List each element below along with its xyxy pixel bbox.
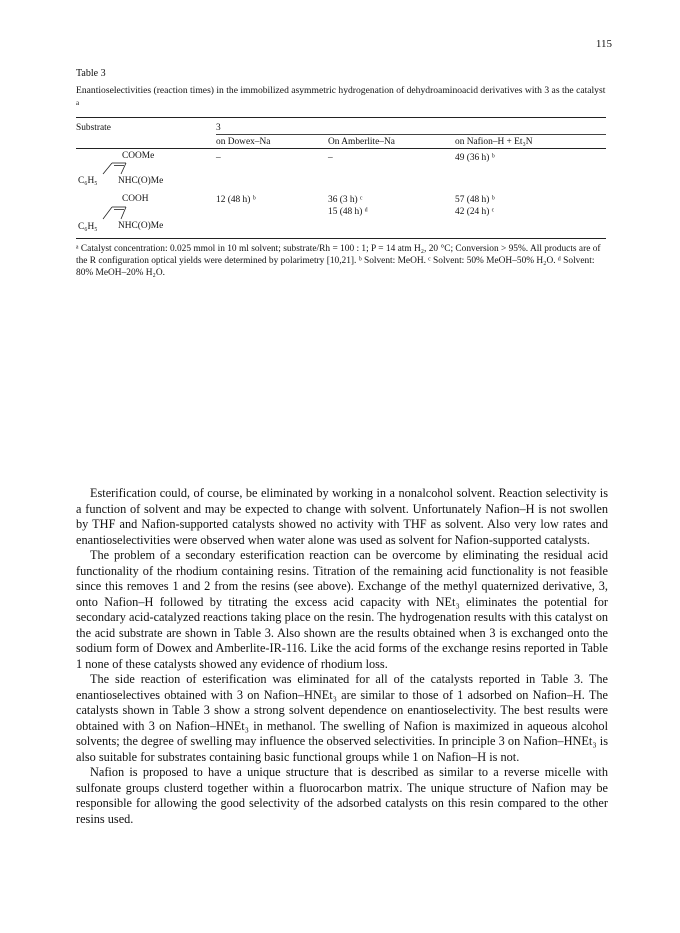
cell-value: 57 (48 h) ᵇ <box>455 195 495 206</box>
cell-value: 49 (36 h) ᵇ <box>455 153 495 164</box>
substrate-structure <box>76 149 216 191</box>
header-dowex: on Dowex–Na <box>216 136 271 147</box>
cell-amberlite <box>328 149 455 191</box>
body-text <box>76 486 608 827</box>
substrate-phenyl: C₆H₅ <box>78 176 98 187</box>
paragraph: The side reaction of esterification was eliminated for all of the catalysts reported in Table 3. The enantioselectives obtained with 3 on Nafion–HNEt₃ are similar to those of 1 adsorbed on Nafion–H. The catalysts shown in Table 3 show a strong solvent dependence on enantioselectivity. The best results were obtained with 3 on Nafion–HNEt₃ in methanol. The swelling of Nafion is maximized in aqueous alcohol solvents; the degree of swelling may influence the observed selectivities. In principle 3 on Nafion–HNEt₃ is also suitable for substrates containing basic functional groups while 1 on Nafion–H is not. <box>76 672 608 764</box>
table-bottom-rule <box>76 238 606 239</box>
substrate-structure <box>76 191 216 238</box>
table-header-row-2 <box>76 135 606 148</box>
substrate-phenyl: C₆H₅ <box>78 222 98 233</box>
header-catalyst-group: 3 <box>216 122 221 133</box>
caption-footnote-mark: a <box>76 99 80 107</box>
header-nafion: on Nafion–H + Et₃N <box>455 136 533 147</box>
paragraph: Esterification could, of course, be eliminated by working in a nonalcohol solvent. Reaction selectivity is a function of solvent and may be expected to change with solvent. Unfortunately Nafion–H is not swollen by THF and Nafion-supported catalysts showed no activity with THF as solvent. Also very low rates and enantioselectivities were observed when water alone was used as solvent for Nafion-supported catalysts. <box>76 486 608 547</box>
substrate-amide: NHC(O)Me <box>118 221 164 232</box>
cell-value: 36 (3 h) ᶜ <box>328 195 363 206</box>
table-header-row-1 <box>76 121 606 134</box>
cell-dowex <box>216 149 328 191</box>
cell-value: 15 (48 h) ᵈ <box>328 207 368 218</box>
table-footnotes: ᵃ Catalyst concentration: 0.025 mmol in 10 ml solvent; substrate/Rh = 100 : 1; P = 14 atm H₂, 20 °C; Conversion > 95%. All products are of the R configuration optical yields were determined by polarimetry [10,21]. ᵇ Solvent: MeOH. ᶜ Solvent: 50% MeOH–50% H₂O. ᵈ Solvent: 80% MeOH–20% H₂O. <box>76 244 601 279</box>
header-amberlite: On Amberlite–Na <box>328 136 395 147</box>
table-top-rule <box>76 117 606 118</box>
cell-amberlite <box>328 191 455 238</box>
page-number: 115 <box>595 38 612 50</box>
paragraph: The problem of a secondary esterification reaction can be overcome by eliminating the residual acid functionality of the rhodium containing resins. Titration of the remaining acid functionality is not feasible since this removes 1 and 2 from the resins (see above). Exchange of the methyl quaternized derivative, 3, onto Nafion–H followed by titrating the excess acid capacity with NEt₃ eliminates the potential for secondary acid-catalyzed reactions taking place on the resin. The hydrogenation results with this catalyst on the acid substrate are shown in Table 3. Also shown are the results obtained when 3 is exchanged onto the sodium form of Dowex and Amberlite-IR-116. Like the acid forms of the exchange resins reported in Table 1 none of these catalysts showed any evidence of rhodium loss. <box>76 548 608 671</box>
cell-value: 12 (48 h) ᵇ <box>216 195 256 206</box>
substrate-amide: NHC(O)Me <box>118 176 164 187</box>
cell-dowex <box>216 191 328 238</box>
table-caption-text: Enantioselectivities (reaction times) in the immobilized asymmetric hydrogenation of dehydroaminoacid derivatives with 3 as the catalyst <box>76 85 606 96</box>
table-row <box>76 191 606 238</box>
table-row <box>76 149 606 191</box>
substrate-group-top: COOMe <box>122 151 155 162</box>
table-caption <box>76 85 606 113</box>
table-label: Table 3 <box>76 68 106 79</box>
cell-nafion <box>455 191 606 238</box>
cell-value: – <box>328 153 333 164</box>
table-3 <box>76 68 606 279</box>
paragraph: Nafion is proposed to have a unique structure that is described as similar to a reverse micelle with sulfonate groups clusterd together within a fluorocarbon matrix. The unique structure of Nafion may be responsible for allowing the good selectivity of the adsorbed catalysts on this resin compared to the other resins used. <box>76 765 608 826</box>
substrate-group-top: COOH <box>122 194 149 205</box>
cell-value: – <box>216 153 221 164</box>
cell-nafion <box>455 149 606 191</box>
header-substrate: Substrate <box>76 122 111 133</box>
cell-value: 42 (24 h) ᶜ <box>455 207 495 218</box>
